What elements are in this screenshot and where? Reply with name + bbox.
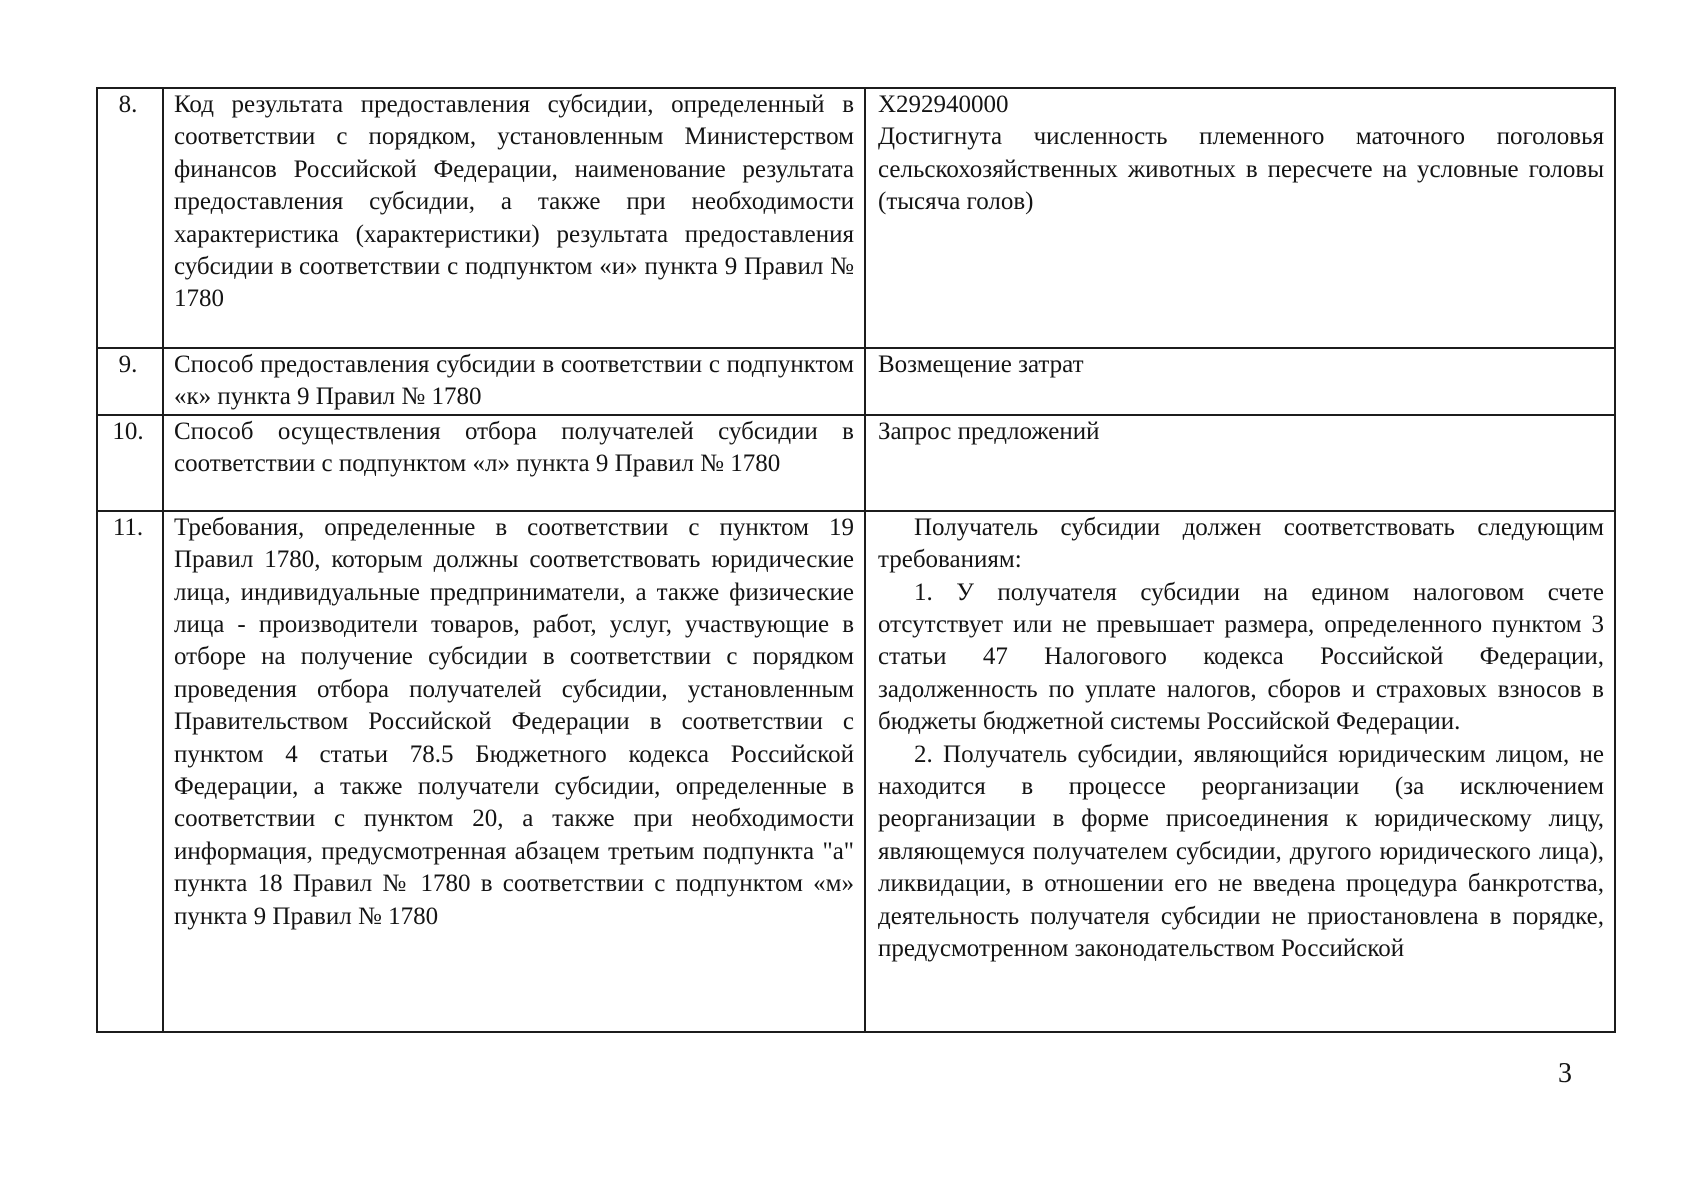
row-value: Возмещение затрат — [865, 348, 1615, 415]
row-number: 8. — [97, 88, 163, 348]
result-name: Достигнута численность племенного маточного поголовья сельскохозяйственных животных в пересчете на условные головы (тысяча голов) — [878, 123, 1604, 216]
table-row — [97, 88, 1615, 348]
table-row — [97, 415, 1615, 511]
requirements-list — [878, 512, 1604, 1029]
row-description: Способ осуществления отбора получателей субсидии в соответствии с подпунктом «л» пункта 9 Правил № 1780 — [163, 415, 865, 511]
row-number: 10. — [97, 415, 163, 511]
table-row — [97, 348, 1615, 415]
row-value — [865, 511, 1615, 1032]
result-code: X292940000 — [878, 91, 1009, 118]
row-value — [865, 88, 1615, 348]
row-description: Код результата предоставления субсидии, определенный в соответствии с порядком, установленным Министерством финансов Российской Федерации, наименование результата предоставления субсидии, а также при необходимости характеристика (характеристики) результата предоставления субсидии в соответствии с подпунктом «и» пункта 9 Правил № 1780 — [163, 88, 865, 348]
row-number: 9. — [97, 348, 163, 415]
requirements-intro: Получатель субсидии должен соответствовать следующим требованиям: — [878, 513, 1604, 574]
row-value: Запрос предложений — [865, 415, 1615, 511]
requirement-item-1: 1. У получателя субсидии на едином налоговом счете отсутствует или не превышает размера, определенного пунктом 3 статьи 47 Налогового кодекса Российской Федерации, задолженность по уплате налогов, сборов и страховых взносов в бюджеты бюджетной системы Российской Федерации. — [878, 578, 1604, 736]
requirements-table — [96, 87, 1616, 1033]
row-description: Требования, определенные в соответствии с пунктом 19 Правил 1780, которым должны соответствовать юридические лица, индивидуальные предприниматели, а также физические лица - производители товаров, работ, услуг, участвующие в отборе на получение субсидии в соответствии с порядком проведения отбора получателей субсидии, установленным Правительством Российской Федерации в соответствии с пунктом 4 статьи 78.5 Бюджетного кодекса Российской Федерации, а также получатели субсидии, определенные в соответствии с пунктом 20, а также при необходимости информация, предусмотренная абзацем третьим подпункта "а" пункта 18 Правил № 1780 в соответствии с подпунктом «м» пункта 9 Правил № 1780 — [163, 511, 865, 1032]
table-row — [97, 511, 1615, 1032]
requirement-item-2: 2. Получатель субсидии, являющийся юридическим лицом, не находится в процессе реорганизации (за исключением реорганизации в форме присоединения к юридическому лицу, являющемуся получателем субсидии, другого юридического лица), ликвидации, в отношении его не введена процедура банкротства, деятельность получателя субсидии не приостановлена в порядке, предусмотренном законодательством Российской — [878, 740, 1604, 963]
row-number: 11. — [97, 511, 163, 1032]
page-number: 3 — [1558, 1058, 1572, 1089]
row-description: Способ предоставления субсидии в соответствии с подпунктом «к» пункта 9 Правил № 1780 — [163, 348, 865, 415]
